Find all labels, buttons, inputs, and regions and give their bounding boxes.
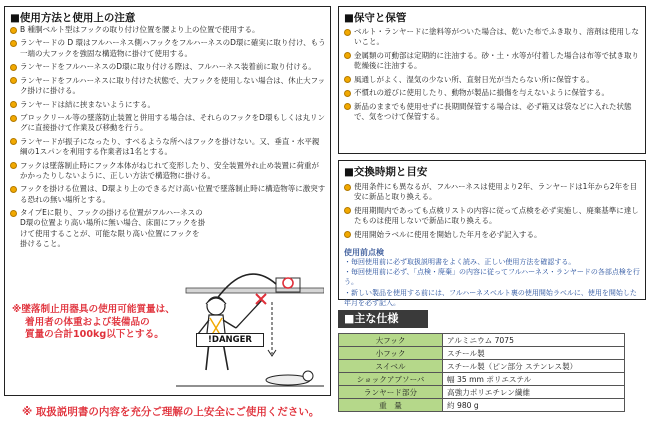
weight-limit-warning: ※墜落制止用器具の使用可能質量は、 着用者の体重および装備品の 質量の合計100kg以下とする。 — [12, 304, 175, 340]
list-item: 使用開始ラベルに使用を開始した年月を必ず記入する。 — [344, 230, 640, 240]
maintenance-storage-list — [344, 27, 640, 122]
fall-protection-illustration — [176, 262, 324, 390]
list-item: 新品のままでも使用せずに長期間保管する場合は、必ず箱又は袋などに入れた状態で、気をつけて保管する。 — [344, 102, 640, 123]
bullet-icon — [344, 76, 351, 83]
list-item: ベルト・ランヤードに塗料等がついた場合は、乾いた布でふき取り、溶剤は使用しないこと。 — [344, 27, 640, 48]
bullet-icon — [344, 231, 351, 238]
list-item: ランヤードの D 環はフルハーネス側ハフックをフルハーネスのD環に確実に取り付け、もう一端の大フックを強固な構造物に掛けて使用する。 — [10, 38, 326, 59]
list-item: ランヤードをフルハーネスに取り付けた状態で、大フックを使用しない場合は、休止大フック掛けに掛ける。 — [10, 76, 326, 97]
list-item: ランヤードは結に挟まないようにする。 — [10, 100, 326, 110]
pre-use-check-list: ・毎回使用前に必ず取扱説明書をよく読み、正しい使用方法を確認する。 ・毎回使用前に必ず、「点検・廃棄」の内容に従ってフルハーネス・ランヤードの各部点検を行う。 ・新しい製品を使用する前には、フルハーネスベルト裏の使用開始ラベルに、使用を開始した年月を必ず記入。 — [344, 258, 640, 307]
list-item: 使用条件にも異なるが、フルハーネスは使用より2年、ランヤードは1年から2年を目安に新品と取り換える。 — [344, 182, 640, 203]
table-row: スイベル スチール製（ピン部分 ステンレス製） — [339, 360, 625, 373]
list-item: B 種胴ベルト型はフックの取り付け位置を腰より上の位置で使用する。 — [10, 25, 326, 35]
bullet-icon — [344, 90, 351, 97]
table-row: 重 量 約 980 g — [339, 399, 625, 412]
bullet-icon — [10, 64, 17, 71]
list-item: タイプEに限り、フックの掛ける位置がフルハーネスのD環の位置より高い場所に無い場合、床面にフックを掛けて使用することが、可能な限り高い位置にフックを掛けること。 — [10, 208, 206, 249]
replacement-timing-title: ■交換時期と目安 — [344, 166, 428, 178]
list-item: フックを掛ける位置は、D環より上のできるだけ高い位置で墜落制止時に構造物等に激突する恐れの無い場所とする。 — [10, 184, 326, 205]
bullet-icon — [10, 162, 17, 169]
spec-title: ■主な仕様 — [338, 310, 428, 328]
list-item: ランヤードをフルハーネスのD環に取り付ける際は、フルハーネス装着前に取り付ける。 — [10, 62, 326, 72]
bullet-icon — [344, 184, 351, 191]
bullet-icon — [344, 29, 351, 36]
usage-precautions-list — [10, 25, 326, 249]
pre-use-inspection-title: 使用前点検 — [344, 248, 384, 257]
table-row: ランヤード部分 高強力ポリエチレン繊維 — [339, 386, 625, 399]
table-row: 大フック アルミニウム 7075 — [339, 334, 625, 347]
replacement-timing-list — [344, 182, 640, 240]
bullet-icon — [10, 186, 17, 193]
list-item: 使用期間内であっても点検リストの内容に従って点検を必ず実施し、廃棄基準に達したものは使用しないで新品に取り換える。 — [344, 206, 640, 227]
worker-harness-image — [176, 262, 324, 390]
list-item: ランヤードが振子になったり、すべるような所へはフックを掛けない。又、垂直・水平親綱の1スパンを利用する作業者は1名とする。 — [10, 137, 326, 158]
bullet-icon — [344, 207, 351, 214]
table-row: ショックアブソーバ 幅 35 mm ポリエステル — [339, 373, 625, 386]
bullet-icon — [344, 52, 351, 59]
table-row: 小フック スチール製 — [339, 347, 625, 360]
bullet-icon — [10, 101, 17, 108]
usage-precautions-title: ■使用方法と使用上の注意 — [10, 12, 136, 24]
list-item: 風通しがよく、湿気の少ない所、直射日光が当たらない所に保管する。 — [344, 75, 640, 85]
maintenance-storage-title: ■保守と保管 — [344, 12, 407, 24]
spec-table — [338, 333, 625, 412]
danger-sign: !DANGER — [196, 333, 264, 347]
bullet-icon — [10, 138, 17, 145]
list-item: フックは墜落制止時にフック本体がねじれて変形したり、安全装置外れ止め装置に荷重がかかったりしないように、正しい方法で構造物に掛ける。 — [10, 161, 326, 182]
list-item: 金属類の可動部は定期的に注油する。砂・土・水等が付着した場合は布等で拭き取り乾燥後に注油する。 — [344, 51, 640, 72]
bullet-icon — [10, 115, 17, 122]
list-item: ブロックリール等の墜落防止装置と併用する場合は、それらのフックをD環もしくは丸リングに直接掛けて作業及び移動を行う。 — [10, 113, 326, 134]
bullet-icon — [10, 27, 17, 34]
bullet-icon — [10, 210, 17, 217]
bullet-icon — [344, 103, 351, 110]
footer-safety-note: ※ 取扱説明書の内容を充分ご理解の上安全にご使用ください。 — [22, 406, 320, 418]
bullet-icon — [10, 77, 17, 84]
bullet-icon — [10, 40, 17, 47]
list-item: 不慣れの遊びに使用したり、動物が製品に損傷を与えないように保管する。 — [344, 88, 640, 98]
